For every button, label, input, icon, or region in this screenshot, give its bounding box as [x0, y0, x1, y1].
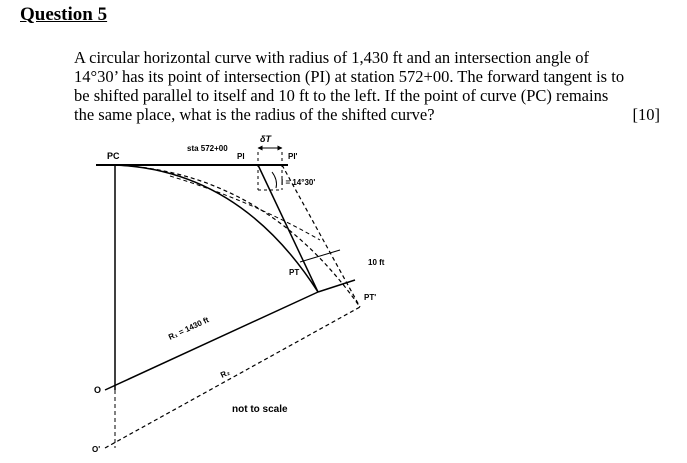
problem-line-1: A circular horizontal curve with radius of 1,430 ft and an intersection angle of — [74, 48, 589, 67]
radius-r1 — [105, 292, 318, 390]
label-pt: PT — [289, 268, 300, 277]
question-heading: Question 5 — [20, 4, 108, 25]
label-r2: R₂ — [219, 367, 232, 380]
label-pi: PI — [237, 152, 245, 161]
problem-line-3: be shifted parallel to itself and 10 ft to the left. If the point of curve (PC) remains — [74, 86, 609, 105]
label-station: sta 572+00 — [187, 144, 228, 153]
label-angle: I = 14°30' — [281, 178, 316, 187]
problem-line-4-text: the same place, what is the radius of the shifted curve? — [74, 105, 435, 124]
label-pi-prime: PI' — [288, 152, 298, 161]
label-not-to-scale: not to scale — [232, 404, 288, 415]
label-offset: 10 ft — [368, 258, 385, 267]
label-r1: R₁ = 1430 ft — [167, 315, 211, 342]
label-delta-t: δT — [260, 134, 271, 144]
label-o: O — [94, 385, 102, 395]
radius-r2 — [105, 307, 360, 448]
label-pc: PC — [107, 151, 120, 161]
angle-arc — [272, 172, 277, 188]
shifted-curve — [115, 165, 360, 307]
label-o-prime: O' — [92, 445, 101, 454]
offset-line — [318, 280, 355, 292]
marks-label: [10] — [632, 105, 660, 124]
label-pt-prime: PT' — [364, 293, 377, 302]
problem-line-2: 14°30’ has its point of intersection (PI) at station 572+00. The forward tangent is to — [74, 67, 625, 86]
